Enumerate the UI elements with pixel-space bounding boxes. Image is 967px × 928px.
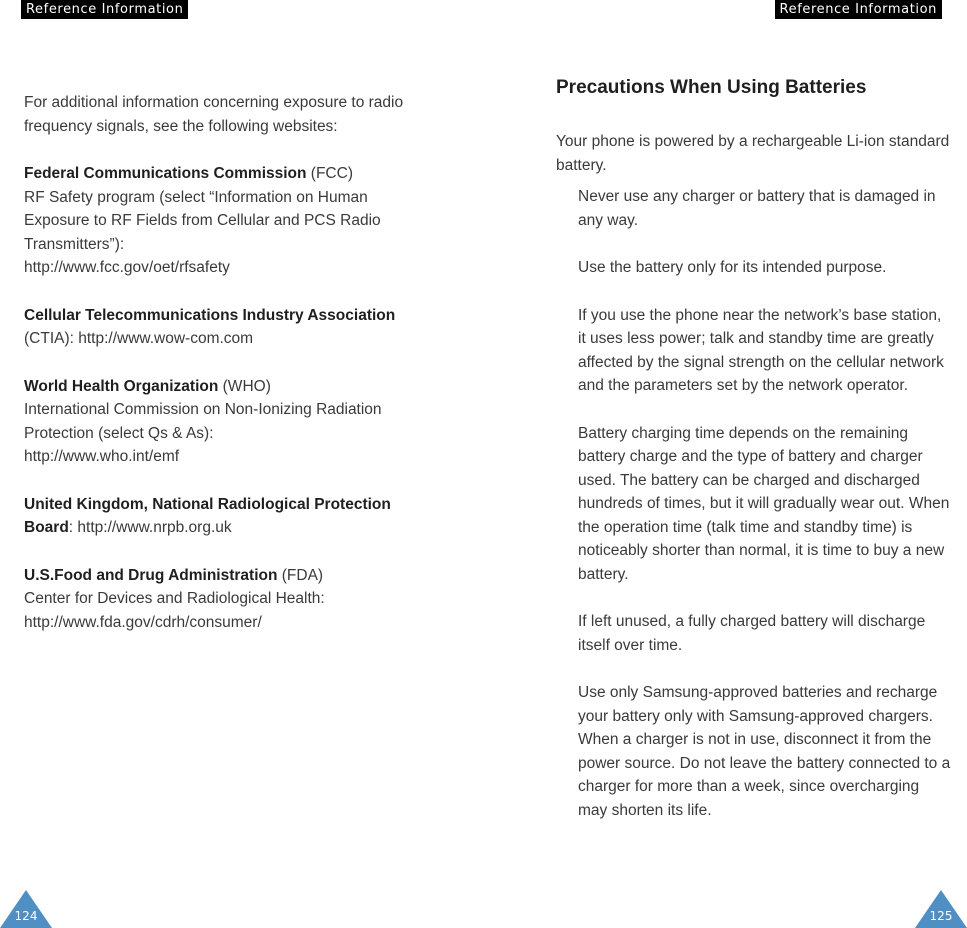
entry-fda-org: U.S.Food and Drug Administration — [24, 566, 278, 584]
entry-fcc — [24, 162, 424, 280]
entry-ctia-suffix: (CTIA): http://www.wow-com.com — [24, 330, 254, 347]
entry-ctia-org: Cellular Telecommunications Industry Association — [24, 306, 396, 324]
entry-fcc-url: http://www.fcc.gov/oet/rfsafety — [24, 259, 230, 276]
left-intro: For additional information concerning exposure to radio frequency signals, see the following websites: — [24, 94, 404, 135]
entry-who-url: http://www.who.int/emf — [24, 448, 180, 465]
section-tab-right: Reference Information — [775, 0, 942, 19]
entry-fcc-org: Federal Communications Commission — [24, 165, 307, 182]
entry-who-org: World Health Organization — [24, 377, 219, 395]
section-tab-left: Reference Information — [21, 0, 188, 19]
entry-ctia — [24, 304, 424, 351]
precaution-item: If left unused, a fully charged battery will discharge itself over time. — [578, 613, 926, 654]
left-page-column — [24, 91, 424, 658]
entry-fda-suffix: (FDA) — [277, 566, 324, 584]
precaution-item: If you use the phone near the network’s base station, it uses less power; talk and standby time are greatly affected by the signal strength on the cellular network and the parameters set by the network operator. — [578, 306, 944, 394]
entry-who-detail: International Commission on Non-Ionizing Radiation Protection (select Qs & As): — [24, 401, 382, 442]
entry-fda-url: http://www.fda.gov/cdrh/consumer/ — [24, 613, 262, 631]
right-page-column — [556, 74, 951, 846]
precaution-item: Use only Samsung-approved batteries and recharge your battery only with Samsung-approved chargers. When a charger is not in use, disconnect it from the power source. Do not leave the battery connected to a charger for more than a week, since overcharging may shorten its life. — [578, 684, 951, 819]
entry-fcc-suffix: (FCC) — [306, 165, 353, 182]
entry-who — [24, 375, 424, 469]
right-intro: Your phone is powered by a rechargeable Li-ion standard battery. — [556, 133, 950, 174]
page-number-right: 125 — [929, 909, 953, 923]
entry-who-suffix: (WHO) — [218, 377, 271, 395]
entry-fda — [24, 564, 424, 635]
section-title: Precautions When Using Batteries — [556, 77, 867, 98]
page-number-left: 124 — [14, 909, 38, 923]
entry-nrpb-org: United Kingdom, National Radiological Protection Board — [24, 495, 391, 536]
precaution-item: Use the battery only for its intended purpose. — [578, 259, 887, 276]
entry-nrpb — [24, 493, 424, 540]
precaution-item: Never use any charger or battery that is damaged in any way. — [578, 188, 936, 229]
entry-fcc-detail: RF Safety program (select “Information on Human Exposure to RF Fields from Cellular and PCS Radio Transmitters”): — [24, 188, 381, 253]
entry-fda-detail: Center for Devices and Radiological Health: — [24, 590, 325, 607]
entry-nrpb-suffix: : http://www.nrpb.org.uk — [68, 519, 232, 536]
precaution-item: Battery charging time depends on the remaining battery charge and the type of battery and charger used. The battery can be charged and discharged hundreds of times, but it will gradually wear out. When the operation time (talk time and standby time) is noticeably shorter than normal, it is time to buy a new battery. — [578, 424, 950, 583]
